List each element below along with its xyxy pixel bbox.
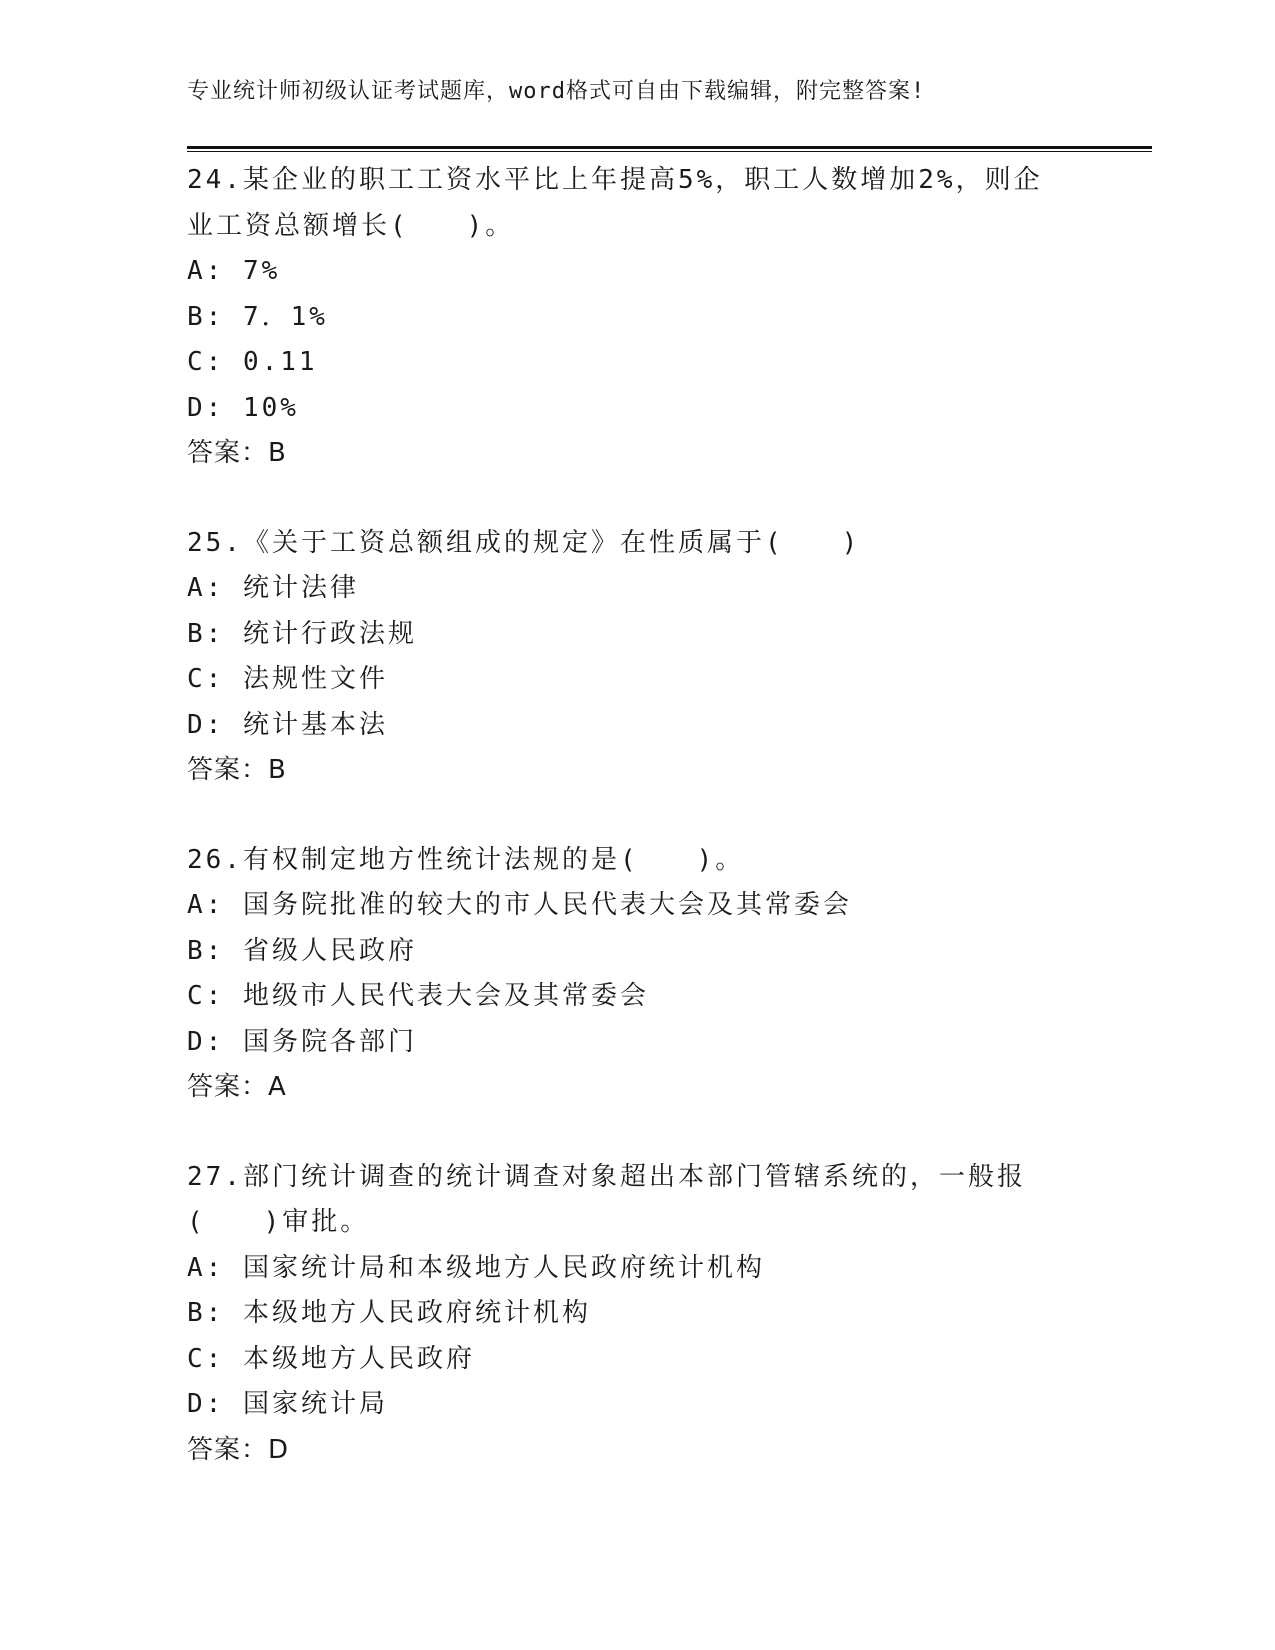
question-26	[187, 838, 1087, 1111]
question-stem-line: 26.有权制定地方性统计法规的是( )。	[187, 844, 745, 875]
question-25	[187, 521, 1087, 794]
option-c: C: 法规性文件	[187, 664, 388, 694]
page-header: 专业统计师初级认证考试题库，word格式可自由下载编辑，附完整答案!	[187, 79, 926, 104]
option-a: A: 国务院批准的较大的市人民代表大会及其常委会	[187, 890, 852, 920]
option-c: C: 本级地方人民政府	[187, 1343, 475, 1374]
answer-line: 答案：B	[187, 438, 287, 468]
question-stem-line: 25.《关于工资总额组成的规定》在性质属于( )	[187, 527, 861, 558]
option-d: D: 国务院各部门	[187, 1026, 417, 1057]
question-stem-line: 27.部门统计调查的统计调查对象超出本部门管辖系统的，一般报	[187, 1161, 1026, 1192]
question-27	[187, 1155, 1087, 1474]
option-b: B: 7．1%	[187, 301, 328, 332]
option-d: D: 统计基本法	[187, 709, 388, 740]
option-c: C: 地级市人民代表大会及其常委会	[187, 981, 649, 1011]
question-stem-line: 业工资总额增长( )。	[187, 210, 515, 241]
question-24	[187, 158, 1087, 477]
option-b: B: 省级人民政府	[187, 935, 417, 966]
question-stem-line: ( )审批。	[187, 1207, 370, 1237]
question-stem-line: 24.某企业的职工工资水平比上年提高5%，职工人数增加2%，则企	[187, 165, 1043, 195]
option-d: D: 国家统计局	[187, 1389, 388, 1419]
answer-line: 答案：A	[187, 1072, 287, 1102]
option-d: D: 10%	[187, 392, 299, 423]
answer-line: 答案：D	[187, 1434, 290, 1465]
option-a: A: 7%	[187, 256, 281, 286]
header-divider	[187, 146, 1152, 152]
option-a: A: 国家统计局和本级地方人民政府统计机构	[187, 1252, 765, 1283]
answer-line: 答案：B	[187, 755, 287, 785]
option-b: B: 统计行政法规	[187, 618, 417, 649]
option-b: B: 本级地方人民政府统计机构	[187, 1298, 591, 1328]
question-list	[187, 158, 1087, 1517]
option-c: C: 0.11	[187, 347, 318, 377]
option-a: A: 统计法律	[187, 573, 359, 603]
